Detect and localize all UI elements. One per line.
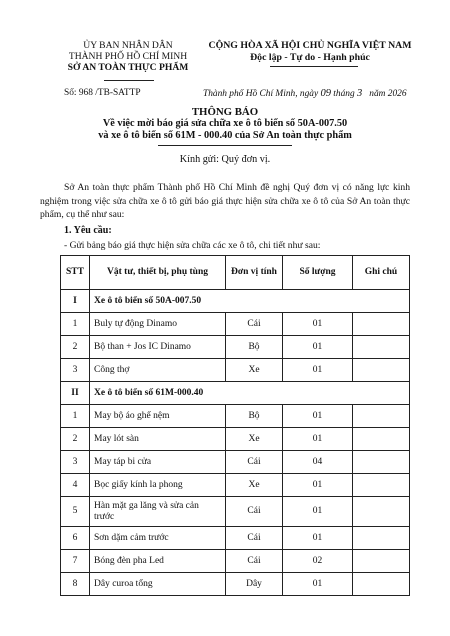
- cell-unit: Xe: [226, 474, 283, 497]
- table-row: [61, 428, 410, 451]
- cell-stt: 6: [61, 527, 90, 550]
- body-paragraph: Sở An toàn thực phẩm Thành phố Hồ Chí Minh đề nghị Quý đơn vị có năng lực kinh nghiệm trong việc sửa chữa xe ô tô gửi báo giá thực hiện sửa chữa xe ô tô của Sở An toàn thực phẩm, cụ thể như sau:: [40, 182, 410, 220]
- cell-item: Buly tự động Dinamo: [90, 313, 226, 336]
- header-unit: Đơn vị tính: [226, 256, 283, 290]
- table-row: [61, 474, 410, 497]
- cell-item: Sơn dặm cảm trước: [90, 527, 226, 550]
- cell-unit: Cái: [226, 527, 283, 550]
- cell-stt: 1: [61, 313, 90, 336]
- date-prefix: Thành phố Hồ Chí Minh, ngày: [203, 89, 319, 99]
- cell-stt: 3: [61, 451, 90, 474]
- date-line: [203, 88, 407, 99]
- cell-unit: Cái: [226, 313, 283, 336]
- document-title: THÔNG BÁO: [191, 106, 259, 118]
- header-stt: STT: [61, 256, 90, 290]
- title-underline: [158, 145, 292, 146]
- cell-qty: 04: [283, 451, 353, 474]
- header-note: Ghi chú: [353, 256, 410, 290]
- table-row: [61, 405, 410, 428]
- nation-underline: [270, 66, 358, 67]
- cell-note: [353, 474, 410, 497]
- cell-qty: 01: [283, 313, 353, 336]
- cell-stt: 2: [61, 336, 90, 359]
- cell-note: [353, 336, 410, 359]
- nation-line-1: CỘNG HÒA XÃ HỘI CHỦ NGHĨA VIỆT NAM: [208, 40, 412, 51]
- date-day: 09: [320, 88, 331, 99]
- agency-line-2: THÀNH PHỐ HỒ CHÍ MINH: [68, 51, 188, 62]
- cell-item: Hàn mặt ga lăng và sửa cản trước: [90, 497, 226, 527]
- cell-item: Xe ô tô biển số 50A-007.50: [90, 290, 410, 313]
- cell-qty: 02: [283, 550, 353, 573]
- document-number: Số: 968 /TB-SATTP: [64, 88, 141, 98]
- cell-stt: 4: [61, 474, 90, 497]
- cell-qty: 01: [283, 497, 353, 527]
- cell-qty: 01: [283, 359, 353, 382]
- cell-qty: 01: [283, 405, 353, 428]
- cell-unit: Cái: [226, 451, 283, 474]
- table-row: [61, 527, 410, 550]
- table-row: [61, 573, 410, 596]
- cell-item: Công thợ: [90, 359, 226, 382]
- cell-note: [353, 497, 410, 527]
- cell-note: [353, 527, 410, 550]
- cell-unit: Xe: [226, 359, 283, 382]
- cell-qty: 01: [283, 474, 353, 497]
- cell-note: [353, 359, 410, 382]
- cell-qty: 01: [283, 527, 353, 550]
- cell-item: Bộ than + Jos IC Dinamo: [90, 336, 226, 359]
- cell-stt: 1: [61, 405, 90, 428]
- table-row: [61, 336, 410, 359]
- cell-item: Dây curoa tổng: [90, 573, 226, 596]
- bullet-line: - Gửi bảng báo giá thực hiện sửa chữa các xe ô tô, chi tiết như sau:: [64, 240, 321, 251]
- table-row: [61, 451, 410, 474]
- cell-note: [353, 573, 410, 596]
- cell-item: Bóng đèn pha Led: [90, 550, 226, 573]
- date-month-label: tháng: [333, 89, 355, 99]
- cell-unit: Dây: [226, 573, 283, 596]
- cell-stt: 7: [61, 550, 90, 573]
- cell-item: Xe ô tô biển số 61M-000.40: [90, 382, 410, 405]
- agency-line-1: ỦY BAN NHÂN DÂN: [83, 40, 173, 51]
- cell-note: [353, 428, 410, 451]
- cell-stt: 3: [61, 359, 90, 382]
- document-subject-2: và xe ô tô biển số 61M - 000.40 của Sở An toàn thực phẩm: [98, 130, 352, 141]
- table-section-row: [61, 290, 410, 313]
- nation-block: [196, 40, 424, 64]
- section-heading: 1. Yêu cầu:: [64, 225, 112, 236]
- cell-stt: 8: [61, 573, 90, 596]
- cell-note: [353, 550, 410, 573]
- cell-unit: Bộ: [226, 336, 283, 359]
- cell-item: May lót sàn: [90, 428, 226, 451]
- cell-note: [353, 313, 410, 336]
- salutation: Kính gửi: Quý đơn vị.: [179, 154, 271, 165]
- table-row: [61, 497, 410, 527]
- cell-note: [353, 405, 410, 428]
- cell-item: May bộ áo ghế nệm: [90, 405, 226, 428]
- cell-qty: 01: [283, 428, 353, 451]
- cell-stt: 5: [61, 497, 90, 527]
- cell-unit: Cái: [226, 550, 283, 573]
- header-item: Vật tư, thiết bị, phụ tùng: [90, 256, 226, 290]
- table-row: [61, 313, 410, 336]
- cell-item: Bọc giấy kính la phong: [90, 474, 226, 497]
- cell-stt: I: [61, 290, 90, 313]
- cell-item: May táp bi cửa: [90, 451, 226, 474]
- cell-note: [353, 451, 410, 474]
- agency-block: [48, 40, 208, 73]
- cell-unit: Cái: [226, 497, 283, 527]
- agency-underline: [104, 80, 154, 81]
- table-row: [61, 359, 410, 382]
- cell-qty: 01: [283, 336, 353, 359]
- table-section-row: [61, 382, 410, 405]
- items-table: [60, 255, 410, 596]
- cell-stt: 2: [61, 428, 90, 451]
- document-subject-1: Về việc mời báo giá sửa chữa xe ô tô biển số 50A-007.50: [102, 118, 348, 129]
- cell-unit: Xe: [226, 428, 283, 451]
- nation-line-2: Độc lập - Tự do - Hạnh phúc: [250, 52, 370, 63]
- header-qty: Số lượng: [283, 256, 353, 290]
- cell-qty: 01: [283, 573, 353, 596]
- table-row: [61, 550, 410, 573]
- cell-unit: Bộ: [226, 405, 283, 428]
- agency-line-3: SỞ AN TOÀN THỰC PHẨM: [67, 62, 189, 73]
- table-header-row: [61, 256, 410, 290]
- cell-stt: II: [61, 382, 90, 405]
- date-month: 3: [357, 88, 363, 99]
- date-year: năm 2026: [369, 89, 407, 99]
